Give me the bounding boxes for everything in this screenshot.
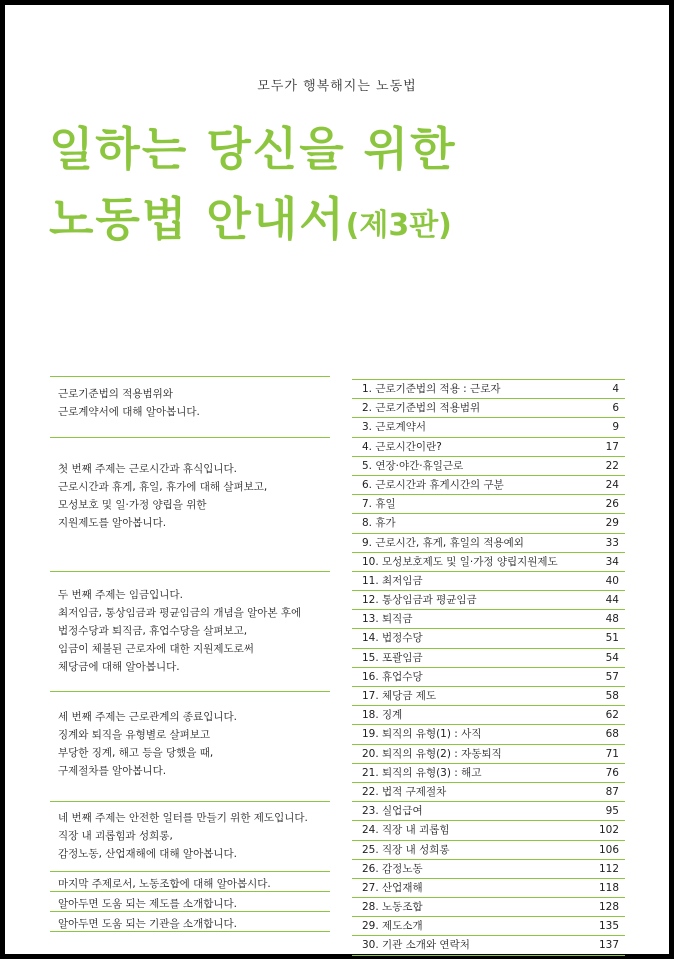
intro-text: 모성보호 및 일·가정 양립을 위한 xyxy=(58,499,207,511)
intro-block xyxy=(50,891,330,911)
intro-text: 첫 번째 주제는 근로시간과 휴식입니다. xyxy=(58,463,237,475)
intro-text: 두 번째 주제는 임금입니다. xyxy=(58,589,183,601)
intro-block xyxy=(50,911,330,931)
toc-row xyxy=(352,628,625,647)
intro-text: 감정노동, 산업재해에 대해 알아봅니다. xyxy=(58,848,237,860)
toc-page-number: 71 xyxy=(605,747,619,760)
toc-row xyxy=(352,513,625,532)
toc-row xyxy=(352,840,625,859)
toc-row xyxy=(352,744,625,763)
toc-item-title: 7. 휴일 xyxy=(362,498,396,511)
intro-text: 법정수당과 퇴직금, 휴업수당을 살펴보고, xyxy=(58,625,248,637)
document-page xyxy=(5,5,669,954)
toc-item-title: 29. 제도소개 xyxy=(362,920,423,933)
intro-text: 근로기준법의 적용범위와 xyxy=(58,388,173,400)
toc-page-number: 48 xyxy=(605,613,619,626)
toc-row xyxy=(352,916,625,935)
title-main: 노동법 안내서 xyxy=(49,192,346,246)
toc-item-title: 19. 퇴직의 유형(1) : 사직 xyxy=(362,728,482,741)
intro-block xyxy=(50,871,330,891)
toc-row xyxy=(352,417,625,436)
toc-page-number: 112 xyxy=(598,862,619,875)
title-line-1: 일하는 당신을 위한 xyxy=(49,122,457,176)
intro-text: 알아두면 도움 되는 기관을 소개합니다. xyxy=(58,918,237,930)
title-line-2 xyxy=(49,183,452,249)
toc-page-number: 68 xyxy=(605,728,619,741)
intro-text: 네 번째 주제는 안전한 일터를 만들기 위한 제도입니다. xyxy=(58,812,308,824)
intro-block xyxy=(50,801,330,870)
toc-page-number: 44 xyxy=(605,594,619,607)
toc-item-title: 22. 법적 구제절차 xyxy=(362,785,447,798)
toc-item-title: 12. 통상임금과 평균임금 xyxy=(362,594,477,607)
toc-item-title: 23. 실업급여 xyxy=(362,805,423,818)
intro-text: 최저임금, 통상임금과 평균임금의 개념을 알아본 후에 xyxy=(58,607,302,619)
toc-page-number: 34 xyxy=(605,555,619,568)
table-of-contents xyxy=(352,379,625,956)
toc-row xyxy=(352,820,625,839)
edition-label: (제3판) xyxy=(345,208,452,243)
intro-text: 체당금에 대해 알아봅니다. xyxy=(58,661,180,673)
intro-text: 지원제도를 알아봅니다. xyxy=(58,517,167,529)
toc-row xyxy=(352,533,625,552)
toc-page-number: 87 xyxy=(605,785,619,798)
toc-row xyxy=(352,571,625,590)
toc-page-number: 17 xyxy=(605,440,619,453)
intro-block xyxy=(50,571,330,690)
toc-item-title: 8. 휴가 xyxy=(362,517,396,530)
toc-page-number: 137 xyxy=(598,939,619,952)
divider xyxy=(50,931,330,932)
toc-page-number: 4 xyxy=(612,383,619,395)
toc-page-number: 40 xyxy=(605,574,619,587)
toc-row xyxy=(352,494,625,513)
intro-text: 부당한 징계, 해고 등을 당했을 때, xyxy=(58,747,214,759)
intro-text: 마지막 주제로서, 노동조합에 대해 알아봅시다. xyxy=(58,878,271,890)
toc-row xyxy=(352,724,625,743)
toc-item-title: 25. 직장 내 성희롱 xyxy=(362,843,450,856)
toc-item-title: 20. 퇴직의 유형(2) : 자동퇴직 xyxy=(362,747,502,760)
toc-page-number: 51 xyxy=(605,632,619,645)
toc-row xyxy=(352,801,625,820)
intro-text: 알아두면 도움 되는 제도를 소개합니다. xyxy=(58,898,237,910)
toc-row xyxy=(352,379,625,398)
toc-row xyxy=(352,705,625,724)
toc-row xyxy=(352,648,625,667)
subtitle: 모두가 행복해지는 노동법 xyxy=(257,79,417,94)
toc-page-number: 22 xyxy=(605,459,619,472)
toc-page-number: 26 xyxy=(605,498,619,511)
intro-text: 근로시간과 휴게, 휴일, 휴가에 대해 살펴보고, xyxy=(58,481,268,493)
toc-row xyxy=(352,437,625,456)
toc-item-title: 13. 퇴직금 xyxy=(362,613,413,626)
toc-row xyxy=(352,859,625,878)
toc-item-title: 10. 모성보호제도 및 일·가정 양립지원제도 xyxy=(362,555,558,568)
toc-item-title: 17. 체당금 제도 xyxy=(362,690,437,702)
intro-text: 세 번째 주제는 근로관계의 종료입니다. xyxy=(58,711,237,723)
intro-text: 직장 내 괴롭힘과 성희롱, xyxy=(58,830,173,842)
toc-item-title: 28. 노동조합 xyxy=(362,901,423,914)
toc-page-number: 9 xyxy=(612,421,619,434)
toc-row xyxy=(352,398,625,417)
toc-row xyxy=(352,782,625,801)
toc-item-title: 3. 근로계약서 xyxy=(362,421,427,434)
toc-page-number: 128 xyxy=(598,901,619,914)
toc-row xyxy=(352,763,625,782)
toc-item-title: 5. 연장·야간·휴일근로 xyxy=(362,459,464,472)
toc-page-number: 24 xyxy=(605,478,619,491)
intro-text: 징계와 퇴직을 유형별로 살펴보고 xyxy=(58,729,211,741)
toc-item-title: 9. 근로시간, 휴게, 휴일의 적용예외 xyxy=(362,536,524,549)
toc-page-number: 6 xyxy=(612,402,619,415)
toc-item-title: 26. 감정노동 xyxy=(362,862,423,875)
toc-row xyxy=(352,552,625,571)
toc-item-title: 27. 산업재해 xyxy=(362,881,423,894)
toc-page-number: 57 xyxy=(605,670,619,683)
toc-page-number: 58 xyxy=(605,690,619,702)
toc-item-title: 1. 근로기준법의 적용 : 근로자 xyxy=(362,383,501,395)
toc-row xyxy=(352,897,625,916)
intro-block xyxy=(50,691,330,800)
toc-item-title: 21. 퇴직의 유형(3) : 해고 xyxy=(362,766,482,779)
toc-row xyxy=(352,935,625,955)
toc-row xyxy=(352,475,625,494)
intro-block xyxy=(50,376,330,436)
toc-item-title: 30. 기관 소개와 연락처 xyxy=(362,939,470,952)
toc-row xyxy=(352,878,625,897)
toc-page-number: 135 xyxy=(598,920,619,933)
toc-page-number: 95 xyxy=(605,805,619,818)
toc-page-number: 33 xyxy=(605,536,619,549)
toc-row xyxy=(352,590,625,609)
toc-item-title: 4. 근로시간이란? xyxy=(362,440,442,453)
intro-text: 근로계약서에 대해 알아봅니다. xyxy=(58,406,200,418)
toc-item-title: 2. 근로기준법의 적용범위 xyxy=(362,402,481,415)
toc-item-title: 14. 법정수당 xyxy=(362,632,423,645)
toc-item-title: 16. 휴업수당 xyxy=(362,670,423,683)
toc-row xyxy=(352,456,625,475)
intro-block xyxy=(50,437,330,570)
intro-text: 임금이 체불된 근로자에 대한 지원제도로써 xyxy=(58,643,254,655)
toc-page-number: 102 xyxy=(598,824,619,837)
toc-item-title: 24. 직장 내 괴롭힘 xyxy=(362,824,450,837)
toc-page-number: 76 xyxy=(605,766,619,779)
toc-item-title: 11. 최저임금 xyxy=(362,574,423,587)
toc-row xyxy=(352,667,625,686)
toc-page-number: 29 xyxy=(605,517,619,530)
intro-text: 구제절차를 알아봅니다. xyxy=(58,765,167,777)
toc-row xyxy=(352,609,625,628)
toc-item-title: 18. 징계 xyxy=(362,709,403,722)
toc-row xyxy=(352,686,625,705)
toc-page-number: 62 xyxy=(605,709,619,722)
toc-page-number: 54 xyxy=(605,651,619,664)
toc-item-title: 15. 포괄임금 xyxy=(362,651,423,664)
toc-page-number: 118 xyxy=(598,881,619,894)
toc-item-title: 6. 근로시간과 휴게시간의 구분 xyxy=(362,478,504,491)
toc-page-number: 106 xyxy=(598,843,619,856)
